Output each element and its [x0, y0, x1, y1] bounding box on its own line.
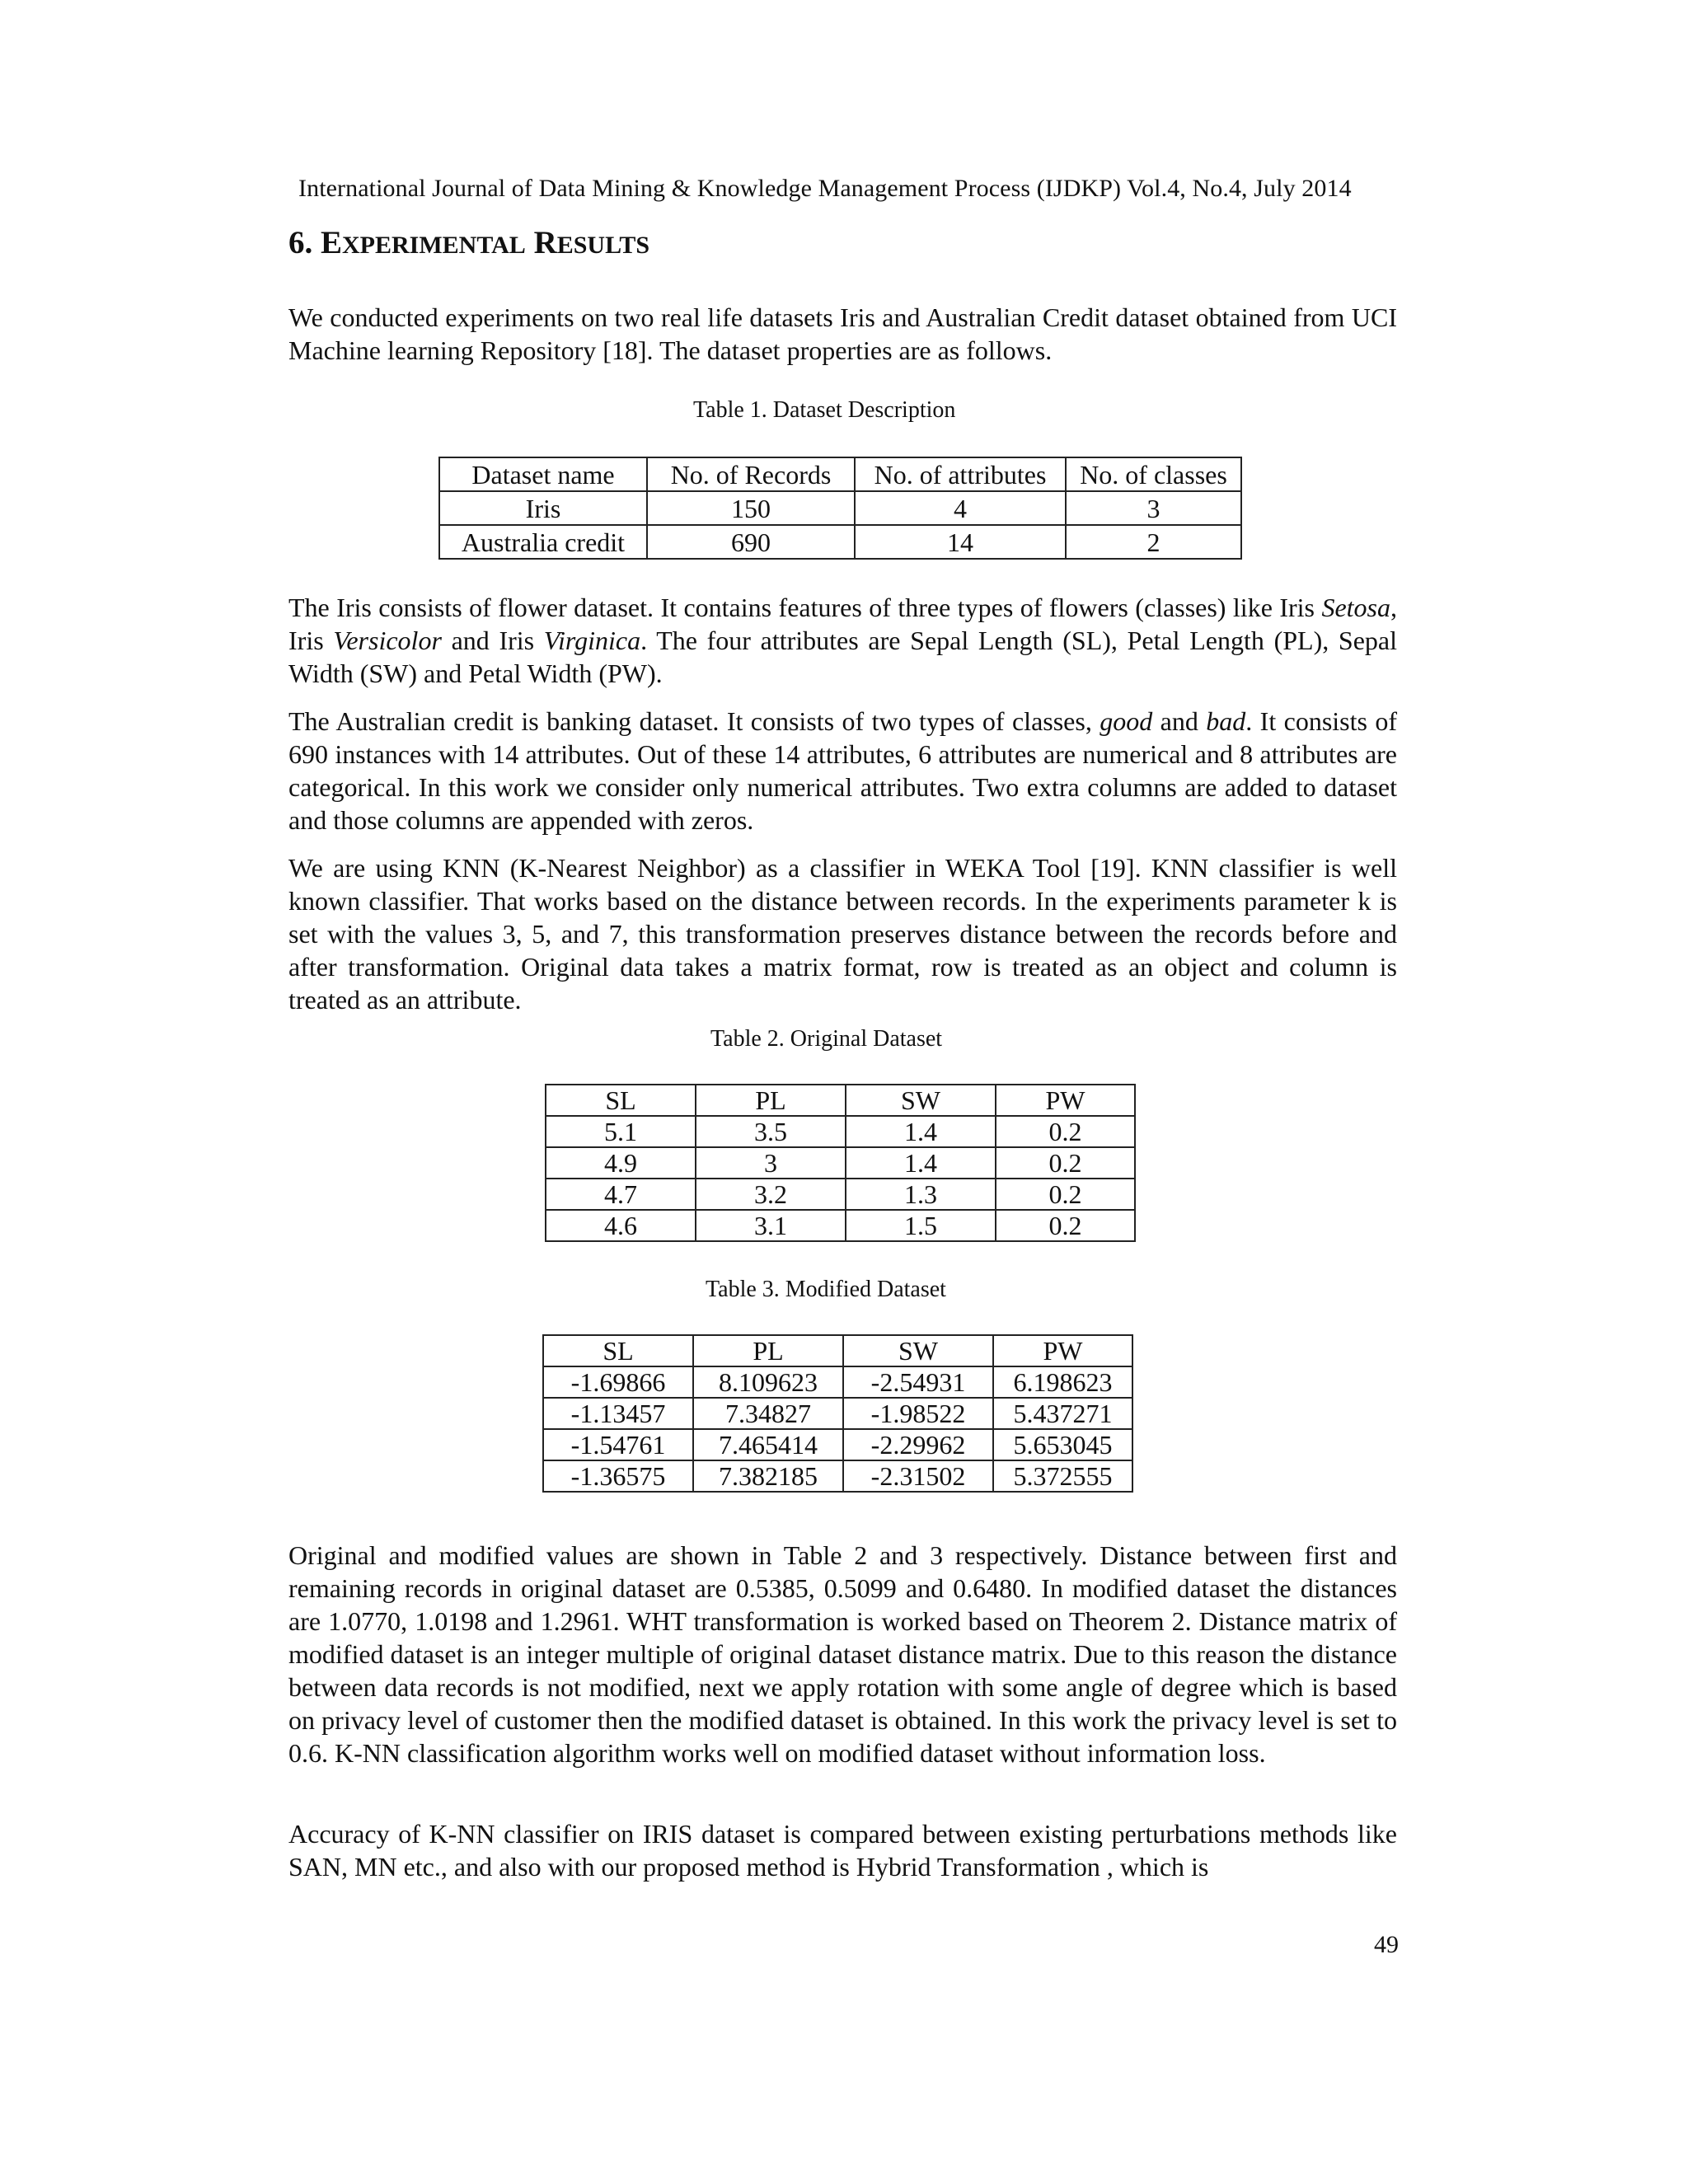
table2-caption: Table 2. Original Dataset [710, 1026, 943, 1052]
table-cell: 1.5 [846, 1210, 996, 1241]
table-cell: 2 [1066, 525, 1241, 559]
table-row [543, 1460, 1132, 1492]
table-cell: -2.31502 [843, 1460, 993, 1492]
table-header-cell: No. of attributes [855, 457, 1066, 491]
table-cell: 3 [1066, 491, 1241, 525]
table-header-cell: SL [546, 1085, 696, 1116]
table3-caption: Table 3. Modified Dataset [706, 1277, 946, 1302]
table-cell: Iris [439, 491, 647, 525]
table-header-cell: SL [543, 1335, 693, 1366]
table-row [546, 1210, 1135, 1241]
table-cell: 1.3 [846, 1179, 996, 1210]
table-cell: 3 [696, 1147, 846, 1179]
table-cell: 0.2 [996, 1210, 1135, 1241]
table-cell: 0.2 [996, 1116, 1135, 1147]
table-cell: 0.2 [996, 1147, 1135, 1179]
accuracy-paragraph: Accuracy of K-NN classifier on IRIS dataset is compared between existing perturbations methods like SAN, MN etc., and also with our proposed method is Hybrid Transformation , which is [288, 1819, 1397, 1882]
table-header-row [439, 457, 1241, 491]
table-cell: 690 [647, 525, 855, 559]
table-header-row [543, 1335, 1132, 1366]
table-header-cell: PL [693, 1335, 843, 1366]
page-number: 49 [1374, 1931, 1399, 1958]
iris-paragraph: The Iris consists of flower dataset. It contains features of three types of flowers (classes) like Iris Setosa, Iris Versicolor and Iris Virginica. The four attributes are Sepal Length (SL), Petal Length (PL), Sepal Width (SW) and Petal Width (PW). [288, 593, 1398, 688]
table-header-cell: PW [996, 1085, 1135, 1116]
table-cell: 4.7 [546, 1179, 696, 1210]
table-cell: 6.198623 [993, 1366, 1132, 1398]
table-cell: 1.4 [846, 1116, 996, 1147]
dataset-description-table [438, 457, 1242, 560]
intro-paragraph: We conducted experiments on two real life datasets Iris and Australian Credit dataset obtained from UCI Machine learning Repository [18]. The dataset properties are as follows. [288, 302, 1397, 365]
table-row [543, 1366, 1132, 1398]
table-header-cell: PL [696, 1085, 846, 1116]
table-cell: 4.6 [546, 1210, 696, 1241]
table1-caption: Table 1. Dataset Description [693, 397, 956, 423]
table-cell: 4 [855, 491, 1066, 525]
original-dataset-table [545, 1084, 1136, 1242]
table-cell: 150 [647, 491, 855, 525]
table-cell: -1.69866 [543, 1366, 693, 1398]
modified-dataset-table [542, 1334, 1133, 1493]
table-cell: 5.1 [546, 1116, 696, 1147]
table-cell: 1.4 [846, 1147, 996, 1179]
table-header-row [546, 1085, 1135, 1116]
table-cell: -1.13457 [543, 1398, 693, 1429]
section-number: 6. [288, 225, 313, 260]
table-row [546, 1179, 1135, 1210]
table-cell: 3.2 [696, 1179, 846, 1210]
table-row [546, 1116, 1135, 1147]
credit-paragraph: The Australian credit is banking dataset. It consists of two types of classes, good and bad. It consists of 690 instances with 14 attributes. Out of these 14 attributes, 6 attributes are numerical and 8 attributes are categorical. In this work we consider only numerical attributes. Two extra columns are added to dataset and those columns are appended with zeros. [288, 706, 1398, 835]
table-row [439, 491, 1241, 525]
results-paragraph: Original and modified values are shown in Table 2 and 3 respectively. Distance between first and remaining records in original dataset are 0.5385, 0.5099 and 0.6480. In modified dataset the distances are 1.0770, 1.0198 and 1.2961. WHT transformation is worked based on Theorem 2. Distance matrix of modified dataset is an integer multiple of original dataset distance matrix. Due to this reason the distance between data records is not modified, next we apply rotation with some angle of degree which is based on privacy level of customer then the modified dataset is obtained. In this work the privacy level is set to 0.6. K-NN classification algorithm works well on modified dataset without information loss. [288, 1540, 1397, 1768]
table-cell: Australia credit [439, 525, 647, 559]
section-title-word-1: EXPERIMENTAL [321, 225, 526, 260]
table-cell: -1.98522 [843, 1398, 993, 1429]
section-heading [288, 224, 649, 261]
table-cell: 5.372555 [993, 1460, 1132, 1492]
table-header-cell: SW [843, 1335, 993, 1366]
table-header-cell: Dataset name [439, 457, 647, 491]
table-header-cell: No. of classes [1066, 457, 1241, 491]
table-cell: -2.29962 [843, 1429, 993, 1460]
table-header-cell: SW [846, 1085, 996, 1116]
table-cell: 3.1 [696, 1210, 846, 1241]
table-cell: -1.36575 [543, 1460, 693, 1492]
table-row [439, 525, 1241, 559]
journal-header: International Journal of Data Mining & Knowledge Management Process (IJDKP) Vol.4, No.4, July 2014 [298, 175, 1352, 202]
table-cell: 5.653045 [993, 1429, 1132, 1460]
table-row [543, 1429, 1132, 1460]
table-cell: 7.382185 [693, 1460, 843, 1492]
table-cell: 8.109623 [693, 1366, 843, 1398]
table-cell: 14 [855, 525, 1066, 559]
knn-paragraph: We are using KNN (K-Nearest Neighbor) as a classifier in WEKA Tool [19]. KNN classifier is well known classifier. That works based on the distance between records. In the experiments parameter k is set with the values 3, 5, and 7, this transformation preserves distance between the records before and after transformation. Original data takes a matrix format, row is treated as an object and column is treated as an attribute. [288, 853, 1397, 1015]
section-title-word-2: RESULTS [533, 225, 650, 260]
table-cell: 7.465414 [693, 1429, 843, 1460]
table-row [546, 1147, 1135, 1179]
table-header-cell: PW [993, 1335, 1132, 1366]
table-cell: 7.34827 [693, 1398, 843, 1429]
table-cell: 3.5 [696, 1116, 846, 1147]
table-cell: 4.9 [546, 1147, 696, 1179]
table-cell: 5.437271 [993, 1398, 1132, 1429]
table-cell: 0.2 [996, 1179, 1135, 1210]
table-cell: -2.54931 [843, 1366, 993, 1398]
table-header-cell: No. of Records [647, 457, 855, 491]
table-row [543, 1398, 1132, 1429]
table-cell: -1.54761 [543, 1429, 693, 1460]
